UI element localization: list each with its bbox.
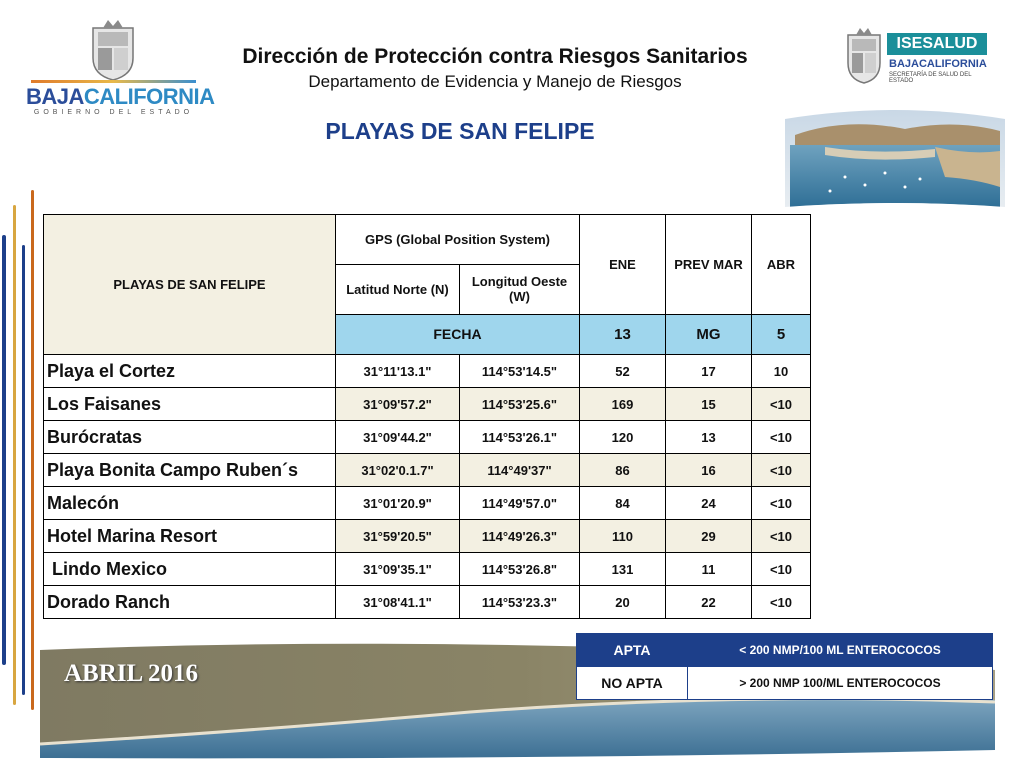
beach-quality-table <box>43 214 811 619</box>
ene-value: 110 <box>580 520 666 553</box>
table-row <box>44 520 811 553</box>
baja-california-logo <box>26 20 215 120</box>
isesalud-wordmark: ISESALUD <box>887 33 987 55</box>
latitude-cell: 31°01'20.9" <box>336 487 460 520</box>
mar-value: 15 <box>666 388 752 421</box>
ene-value: 131 <box>580 553 666 586</box>
longitude-cell: 114°53'14.5" <box>460 355 580 388</box>
longitude-cell: 114°53'26.8" <box>460 553 580 586</box>
logo-subtitle: GOBIERNO DEL ESTADO <box>33 109 194 116</box>
page-title: PLAYAS DE SAN FELIPE <box>325 118 595 144</box>
latitude-cell: 31°08'41.1" <box>336 586 460 619</box>
beach-name: Dorado Ranch <box>44 586 336 619</box>
beach-name: Lindo Mexico <box>44 553 336 586</box>
header-title: Dirección de Protección contra Riesgos Sanitarios <box>242 45 748 68</box>
table-header-row <box>44 215 811 265</box>
latitude-cell: 31°02'0.1.7" <box>336 454 460 487</box>
gps-header: GPS (Global Position System) <box>336 215 580 265</box>
longitude-cell: 114°53'25.6" <box>460 388 580 421</box>
abr-value: <10 <box>752 454 811 487</box>
table-corner-cell <box>44 215 336 355</box>
logo-color-line <box>31 80 196 83</box>
legend-no-apta-label: NO APTA <box>577 667 688 700</box>
table-corner-label: PLAYAS DE SAN FELIPE <box>113 277 266 292</box>
abr-value: <10 <box>752 421 811 454</box>
mar-value: 24 <box>666 487 752 520</box>
mar-value: 13 <box>666 421 752 454</box>
abr-value: <10 <box>752 520 811 553</box>
legend-apta-label: APTA <box>577 634 688 667</box>
state-crest-icon <box>88 20 138 82</box>
decorative-stripe <box>22 245 25 695</box>
mar-value: 11 <box>666 553 752 586</box>
abr-value: <10 <box>752 586 811 619</box>
report-month: ABRIL 2016 <box>64 660 199 687</box>
ene-value: 52 <box>580 355 666 388</box>
decorative-stripe <box>2 235 6 665</box>
ene-value: 169 <box>580 388 666 421</box>
table-row <box>44 454 811 487</box>
abr-value: <10 <box>752 388 811 421</box>
longitude-cell: 114°53'26.1" <box>460 421 580 454</box>
longitude-cell: 114°49'57.0" <box>460 487 580 520</box>
month-header-ene: ENE <box>580 215 666 315</box>
longitude-cell: 114°53'23.3" <box>460 586 580 619</box>
table-row <box>44 388 811 421</box>
table-row <box>44 586 811 619</box>
mar-value: 17 <box>666 355 752 388</box>
table-row <box>44 355 811 388</box>
latitude-cell: 31°09'35.1" <box>336 553 460 586</box>
beach-name: Playa Bonita Campo Ruben´s <box>44 454 336 487</box>
isesalud-subtitle: SECRETARÍA DE SALUD DEL ESTADO <box>889 72 972 84</box>
legend-apta-desc: < 200 NMP/100 ML ENTEROCOCOS <box>688 634 993 667</box>
legend-row-no-apta <box>577 667 993 700</box>
mar-value: 29 <box>666 520 752 553</box>
state-crest-icon <box>845 27 883 85</box>
abr-value: <10 <box>752 553 811 586</box>
longitude-cell: 114°49'37" <box>460 454 580 487</box>
abr-value: 10 <box>752 355 811 388</box>
latitude-header: Latitud Norte (N) <box>336 264 460 314</box>
header-subtitle: Departamento de Evidencia y Manejo de Riesgos <box>308 72 682 91</box>
table-row <box>44 421 811 454</box>
legend-row-apta <box>577 634 993 667</box>
mar-value: 16 <box>666 454 752 487</box>
latitude-cell: 31°09'57.2" <box>336 388 460 421</box>
beach-name: Playa el Cortez <box>44 355 336 388</box>
san-felipe-bay-photo <box>785 107 1005 212</box>
decorative-stripe <box>31 190 34 710</box>
longitude-header: Longitud Oeste (W) <box>460 264 580 314</box>
latitude-cell: 31°09'44.2" <box>336 421 460 454</box>
legend-table <box>576 633 993 700</box>
beach-name: Los Faisanes <box>44 388 336 421</box>
fecha-value: 13 <box>580 314 666 354</box>
latitude-cell: 31°11'13.1" <box>336 355 460 388</box>
table-row <box>44 487 811 520</box>
isesalud-logo <box>845 25 995 95</box>
month-header-mar: PREV MAR <box>666 215 752 315</box>
abr-value: <10 <box>752 487 811 520</box>
beach-name: Malecón <box>44 487 336 520</box>
longitude-cell: 114°49'26.3" <box>460 520 580 553</box>
beach-name: Hotel Marina Resort <box>44 520 336 553</box>
ene-value: 20 <box>580 586 666 619</box>
ene-value: 120 <box>580 421 666 454</box>
legend-no-apta-desc: > 200 NMP 100/ML ENTEROCOCOS <box>688 667 993 700</box>
isesalud-bc-text: BAJACALIFORNIA <box>889 58 987 70</box>
fecha-value: MG <box>666 314 752 354</box>
ene-value: 84 <box>580 487 666 520</box>
fecha-label: FECHA <box>336 314 580 354</box>
table-row <box>44 553 811 586</box>
decorative-stripe <box>13 205 16 705</box>
mar-value: 22 <box>666 586 752 619</box>
beach-name: Burócratas <box>44 421 336 454</box>
ene-value: 86 <box>580 454 666 487</box>
latitude-cell: 31°59'20.5" <box>336 520 460 553</box>
fecha-value: 5 <box>752 314 811 354</box>
month-header-abr: ABR <box>752 215 811 315</box>
logo-wordmark: BAJACALIFORNIA <box>26 84 215 109</box>
